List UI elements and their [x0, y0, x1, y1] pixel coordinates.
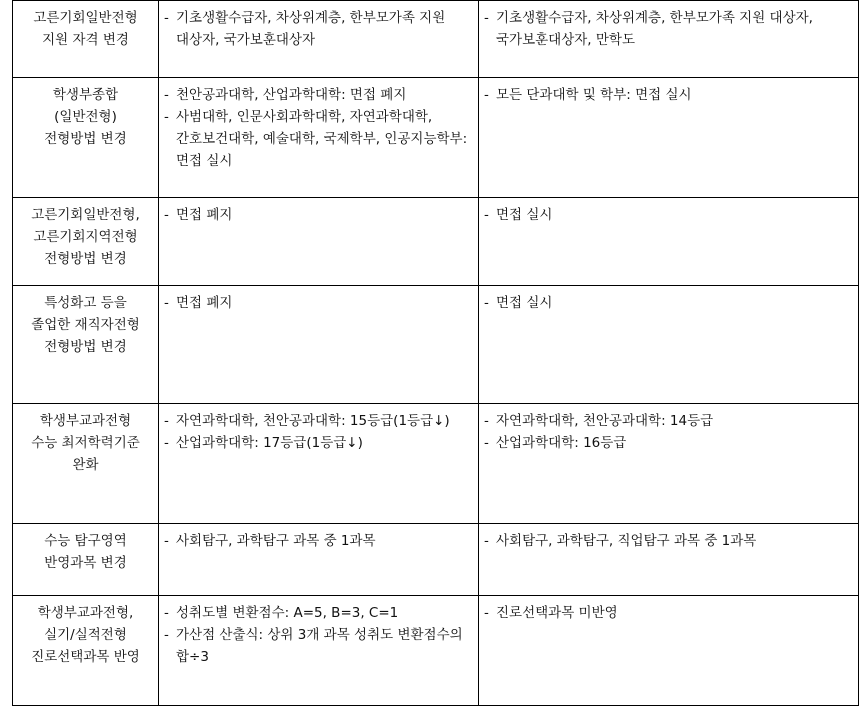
- admission-changes-table: [12, 0, 859, 706]
- row-label-line: 진로선택과목 반영: [31, 649, 140, 665]
- before-cell: [159, 286, 479, 404]
- row-label-line: 전형방법 변경: [44, 131, 127, 147]
- after-item: - 진로선택과목 미반영: [484, 602, 853, 624]
- after-item: - 면접 실시: [484, 292, 853, 314]
- table-row: [13, 1, 859, 78]
- before-cell: [159, 198, 479, 286]
- row-label-cell: [13, 78, 159, 198]
- before-item: - 사회탐구, 과학탐구 과목 중 1과목: [164, 530, 473, 552]
- after-cell: [479, 596, 859, 706]
- before-list: [164, 530, 473, 552]
- row-label-line: 졸업한 재직자전형: [31, 317, 140, 333]
- table-row: [13, 404, 859, 524]
- row-label-line: 고른기회일반전형,: [31, 207, 140, 223]
- after-list: [484, 602, 853, 624]
- after-list: [484, 84, 853, 106]
- row-label-line: (일반전형): [54, 109, 117, 125]
- after-list: [484, 7, 853, 51]
- row-label-line: 고른기회지역전형: [33, 229, 138, 245]
- table-row: [13, 524, 859, 596]
- table-row: [13, 596, 859, 706]
- after-item: - 자연과학대학, 천안공과대학: 14등급: [484, 410, 853, 432]
- before-item: - 사범대학, 인문사회과학대학, 자연과학대학, 간호보건대학, 예술대학, 국제학부, 인공지능학부: 면접 실시: [164, 106, 473, 172]
- after-cell: [479, 1, 859, 78]
- before-list: [164, 602, 473, 668]
- row-label-cell: [13, 1, 159, 78]
- after-list: [484, 204, 853, 226]
- after-cell: [479, 404, 859, 524]
- row-label-cell: [13, 198, 159, 286]
- before-list: [164, 292, 473, 314]
- row-label-line: 실기/실적전형: [44, 627, 127, 643]
- before-item: - 성취도별 변환점수: A=5, B=3, C=1: [164, 602, 473, 624]
- before-item: - 가산점 산출식: 상위 3개 과목 성취도 변환점수의 합÷3: [164, 624, 473, 668]
- row-label-line: 고른기회일반전형: [33, 10, 138, 26]
- row-label-line: 수능 최저학력기준: [31, 435, 140, 451]
- after-item: - 산업과학대학: 16등급: [484, 432, 853, 454]
- row-label-line: 수능 탐구영역: [44, 533, 127, 549]
- after-item: - 기초생활수급자, 차상위계층, 한부모가족 지원 대상자, 국가보훈대상자, 만학도: [484, 7, 853, 51]
- row-label-cell: [13, 524, 159, 596]
- after-list: [484, 410, 853, 454]
- before-list: [164, 84, 473, 172]
- before-item: - 면접 폐지: [164, 292, 473, 314]
- row-label-cell: [13, 286, 159, 404]
- before-item: - 면접 폐지: [164, 204, 473, 226]
- after-item: - 면접 실시: [484, 204, 853, 226]
- before-cell: [159, 404, 479, 524]
- row-label-line: 학생부교과전형,: [37, 605, 134, 621]
- before-list: [164, 204, 473, 226]
- after-cell: [479, 286, 859, 404]
- table-row: [13, 198, 859, 286]
- before-cell: [159, 1, 479, 78]
- before-cell: [159, 78, 479, 198]
- before-list: [164, 410, 473, 454]
- row-label-line: 전형방법 변경: [44, 251, 127, 267]
- before-item: - 자연과학대학, 천안공과대학: 15등급(1등급↓): [164, 410, 473, 432]
- row-label-line: 특성화고 등을: [44, 295, 127, 311]
- before-cell: [159, 524, 479, 596]
- before-item: - 산업과학대학: 17등급(1등급↓): [164, 432, 473, 454]
- after-item: - 사회탐구, 과학탐구, 직업탐구 과목 중 1과목: [484, 530, 853, 552]
- after-cell: [479, 78, 859, 198]
- row-label-line: 완화: [72, 457, 99, 473]
- after-cell: [479, 524, 859, 596]
- after-cell: [479, 198, 859, 286]
- table-body: [13, 1, 859, 706]
- row-label-line: 반영과목 변경: [44, 555, 127, 571]
- after-item: - 모든 단과대학 및 학부: 면접 실시: [484, 84, 853, 106]
- after-list: [484, 292, 853, 314]
- row-label-line: 학생부교과전형: [39, 413, 132, 429]
- row-label-line: 전형방법 변경: [44, 339, 127, 355]
- row-label-line: 학생부종합: [52, 87, 119, 103]
- after-list: [484, 530, 853, 552]
- before-list: [164, 7, 473, 51]
- row-label-cell: [13, 596, 159, 706]
- table-row: [13, 286, 859, 404]
- before-item: - 천안공과대학, 산업과학대학: 면접 폐지: [164, 84, 473, 106]
- table-row: [13, 78, 859, 198]
- before-cell: [159, 596, 479, 706]
- row-label-cell: [13, 404, 159, 524]
- row-label-line: 지원 자격 변경: [42, 32, 129, 48]
- before-item: - 기초생활수급자, 차상위계층, 한부모가족 지원 대상자, 국가보훈대상자: [164, 7, 473, 51]
